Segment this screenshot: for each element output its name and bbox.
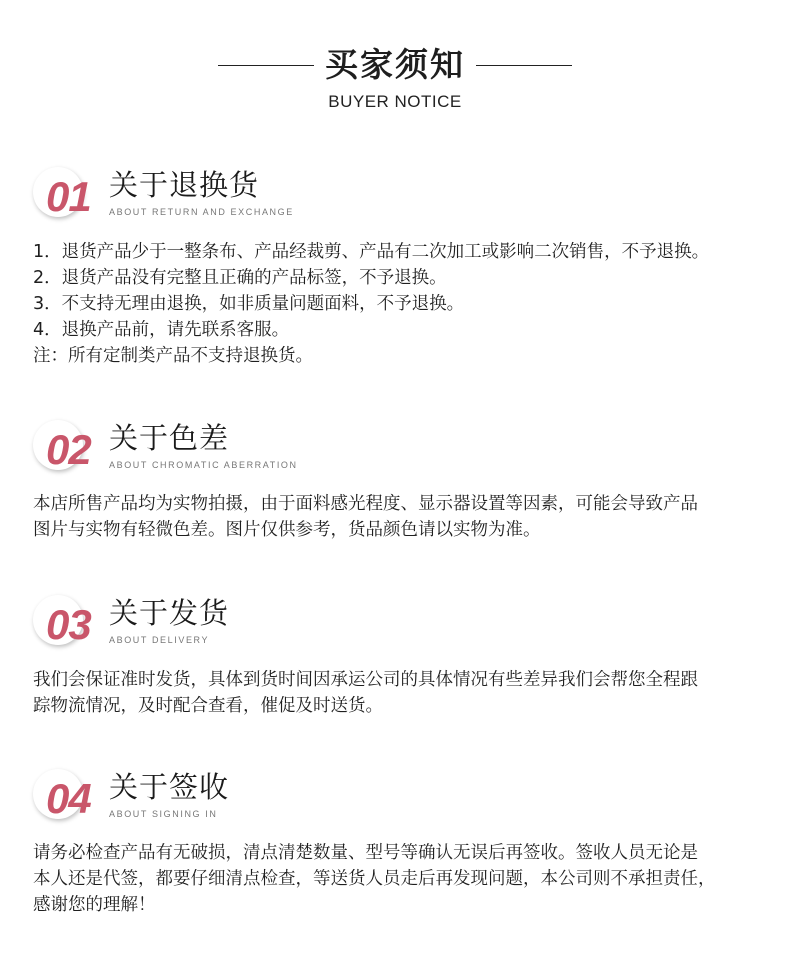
header-divider-left (218, 65, 314, 66)
page-header (0, 40, 790, 112)
body-line: 感谢您的理解！ (33, 895, 156, 915)
body-line: 注：所有定制类产品不支持退换货。 (33, 346, 313, 366)
section-subtitle: ABOUT RETURN AND EXCHANGE (109, 207, 294, 217)
body-line: 请务必检查产品有无破损，清点清楚数量、型号等确认无误后再签收。签收人员无论是 (33, 843, 698, 863)
body-line: 图片与实物有轻微色差。图片仅供参考，货品颜色请以实物为准。 (33, 520, 541, 540)
section-title: 关于发货 (109, 596, 230, 630)
page-title: 买家须知 (325, 45, 465, 84)
section-body-signing-in (33, 840, 773, 918)
section-body-delivery (33, 667, 773, 719)
body-line: 4．退换产品前，请先联系客服。 (33, 320, 290, 340)
body-line: 2．退货产品没有完整且正确的产品标签，不予退换。 (33, 268, 447, 288)
header-divider-right (476, 65, 572, 66)
section-number: 02 (46, 426, 91, 473)
section-subtitle: ABOUT DELIVERY (109, 635, 210, 645)
section-number: 03 (46, 601, 91, 648)
body-line: 1．退货产品少于一整条布、产品经裁剪、产品有二次加工或影响二次销售，不予退换。 (33, 242, 710, 262)
section-number: 01 (46, 173, 91, 220)
section-number: 04 (46, 775, 91, 822)
page-subtitle: BUYER NOTICE (328, 92, 462, 111)
section-subtitle: ABOUT SIGNING IN (109, 809, 218, 819)
body-line: 本店所售产品均为实物拍摄，由于面料感光程度、显示器设置等因素，可能会导致产品 (33, 494, 698, 514)
body-line: 我们会保证准时发货，具体到货时间因承运公司的具体情况有些差异我们会帮您全程跟 (33, 670, 698, 690)
section-title: 关于色差 (109, 421, 230, 455)
body-line: 3．不支持无理由退换，如非质量问题面料，不予退换。 (33, 294, 465, 314)
body-line: 本人还是代签，都要仔细清点检查，等送货人员走后再发现问题，本公司则不承担责任， (33, 869, 716, 889)
section-title: 关于签收 (109, 770, 230, 804)
section-subtitle: ABOUT CHROMATIC ABERRATION (109, 460, 298, 470)
section-body-chromatic-aberration (33, 491, 773, 543)
section-body-return-exchange (33, 239, 773, 369)
section-title: 关于退换货 (109, 168, 260, 202)
body-line: 踪物流情况，及时配合查看，催促及时送货。 (33, 696, 383, 716)
